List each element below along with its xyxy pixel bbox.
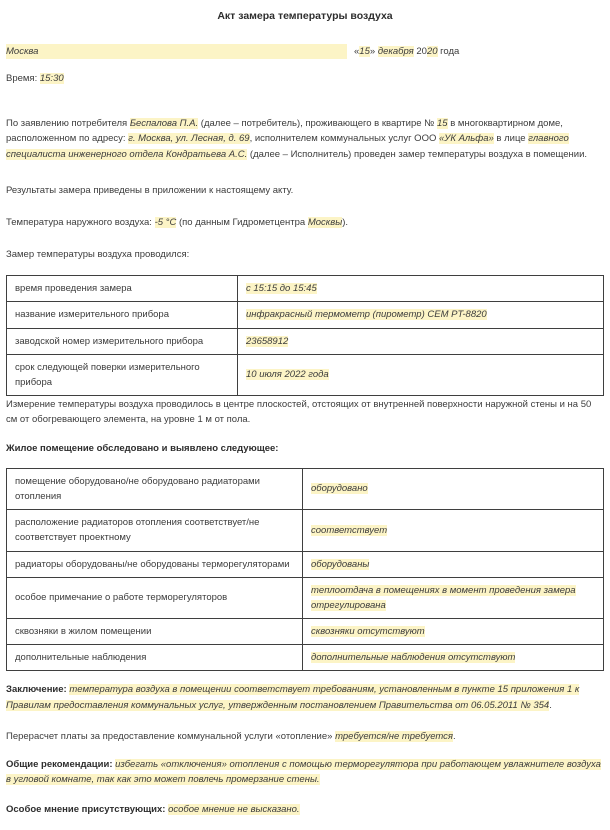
filled-field: соответствует bbox=[311, 524, 388, 536]
row-label: время проведения замера bbox=[7, 276, 238, 302]
opinion-paragraph bbox=[6, 802, 604, 817]
row-value bbox=[303, 468, 604, 509]
static-text: , исполнителем коммунальных услуг ООО bbox=[249, 133, 439, 145]
row-label: расположение радиаторов отопления соответствует/не соответствует проектному bbox=[7, 510, 303, 551]
table-row bbox=[7, 645, 604, 671]
static-text: По заявлению потребителя bbox=[6, 118, 130, 130]
filled-field: оборудовано bbox=[311, 483, 368, 495]
measurement-table bbox=[6, 275, 604, 396]
row-value bbox=[303, 577, 604, 618]
recommendations-paragraph bbox=[6, 757, 604, 787]
filled-field: дополнительные наблюдения отсутствуют bbox=[311, 652, 516, 664]
table-row bbox=[7, 328, 604, 354]
row-label: дополнительные наблюдения bbox=[7, 645, 303, 671]
filled-field: 10 июля 2022 года bbox=[246, 369, 329, 381]
measurement-note: Измерение температуры воздуха проводилось в центре плоскостей, отстоящих от внутренней поверхности наружной стены и на 50 см от обогревающего элемента, на уровне 1 м от пола. bbox=[6, 399, 592, 426]
recommendations-label: Общие рекомендации: bbox=[6, 759, 113, 771]
filled-field: «УК Альфа» bbox=[439, 133, 494, 145]
row-label: название измерительного прибора bbox=[7, 302, 238, 328]
recalculation-paragraph bbox=[6, 729, 604, 744]
time-value: 15:30 bbox=[39, 72, 64, 84]
filled-field: 23658912 bbox=[246, 335, 289, 347]
static-text: (далее – потребитель), проживающего в квартире № bbox=[198, 118, 438, 130]
static-text: » bbox=[369, 45, 378, 57]
conclusion-text bbox=[6, 684, 579, 710]
static-text: « bbox=[354, 45, 360, 57]
row-value bbox=[303, 551, 604, 577]
filled-field: требуется/не требуется bbox=[335, 730, 454, 742]
static-text: . bbox=[453, 730, 456, 742]
table-row bbox=[7, 551, 604, 577]
static-text: Перерасчет платы за предоставление коммунальной услуги «отопление» bbox=[6, 730, 336, 742]
filled-field: 20 bbox=[426, 45, 438, 57]
row-value bbox=[303, 510, 604, 551]
inspection-table bbox=[6, 468, 604, 672]
time-label: Время: bbox=[6, 72, 40, 84]
table-row bbox=[7, 510, 604, 551]
filled-field: избегать «отключения» отопления с помощью терморегулятора при работающем увлажнителе воздуха в угловой комнате, так как это может повлечь промерзание стены. bbox=[6, 759, 601, 786]
intro-paragraph bbox=[6, 116, 604, 162]
filled-field: Москвы bbox=[307, 216, 343, 228]
filled-field: главного специалиста инженерного отдела Кондратьева А.С. bbox=[6, 133, 569, 160]
static-text: (по данным Гидрометцентра bbox=[176, 216, 308, 228]
table-row bbox=[7, 468, 604, 509]
temperature-paragraph bbox=[6, 215, 604, 230]
row-value bbox=[303, 645, 604, 671]
results-paragraph: Результаты замера приведены в приложении к настоящему акту. bbox=[6, 184, 294, 196]
row-value bbox=[238, 328, 604, 354]
table-row bbox=[7, 302, 604, 328]
filled-field: теплоотдача в помещениях в момент проведения замера отрегулирована bbox=[311, 584, 576, 611]
opinion-text bbox=[165, 804, 299, 815]
row-label: радиаторы оборудованы/не оборудованы терморегуляторами bbox=[7, 551, 303, 577]
filled-field: 15 bbox=[359, 45, 370, 57]
row-value bbox=[303, 619, 604, 645]
filled-field: Беспалова П.А. bbox=[129, 118, 199, 130]
city-date-line bbox=[6, 44, 604, 59]
static-text: ). bbox=[342, 216, 349, 228]
city-field: Москва bbox=[6, 44, 347, 59]
static-text: 20 bbox=[413, 45, 427, 57]
row-label: сквозняки в жилом помещении bbox=[7, 619, 303, 645]
row-label: помещение оборудовано/не оборудовано радиаторами отопления bbox=[7, 468, 303, 509]
conclusion-label: Заключение: bbox=[6, 684, 67, 696]
row-label: особое примечание о работе терморегуляторов bbox=[7, 577, 303, 618]
static-text: года bbox=[437, 45, 460, 57]
opinion-label: Особое мнение присутствующих: bbox=[6, 804, 166, 816]
page-title: Акт замера температуры воздуха bbox=[217, 10, 393, 22]
row-value bbox=[238, 354, 604, 395]
static-text: в многоквартирном доме, расположенном по адресу: bbox=[6, 118, 563, 145]
date-field bbox=[354, 46, 459, 57]
conclusion-paragraph bbox=[6, 682, 604, 712]
filled-field: температура воздуха в помещении соответствует требованиям, установленным в пункте 15 приложения 1 к Правилам предоставления коммунальных услуг, утвержденным постановлением Правительства от 06.05.2011 № 354 bbox=[6, 684, 580, 711]
filled-field: 15 bbox=[437, 118, 448, 130]
static-text: Температура наружного воздуха: bbox=[6, 216, 155, 228]
time-line bbox=[6, 71, 604, 86]
filled-field: оборудованы bbox=[311, 558, 370, 570]
filled-field: сквозняки отсутствуют bbox=[311, 626, 425, 638]
filled-field: с 15:15 до 15:45 bbox=[246, 283, 317, 295]
table-row bbox=[7, 276, 604, 302]
static-text: в лице bbox=[493, 133, 529, 145]
table-row bbox=[7, 354, 604, 395]
static-text: (далее – Исполнитель) проведен замер температуры воздуха в помещении. bbox=[247, 148, 588, 160]
row-label: срок следующей поверки измерительного прибора bbox=[7, 354, 238, 395]
filled-field: особое мнение не высказано. bbox=[168, 804, 300, 816]
table-row bbox=[7, 619, 604, 645]
table-row bbox=[7, 577, 604, 618]
filled-field: инфракрасный термометр (пирометр) CEM PT-8820 bbox=[246, 309, 487, 321]
inspection-heading: Жилое помещение обследовано и выявлено следующее: bbox=[6, 442, 279, 454]
row-value bbox=[238, 276, 604, 302]
filled-field: г. Москва, ул. Лесная, д. 69 bbox=[128, 133, 250, 145]
measurement-intro: Замер температуры воздуха проводился: bbox=[6, 249, 190, 261]
row-label: заводской номер измерительного прибора bbox=[7, 328, 238, 354]
filled-field: -5 °C bbox=[154, 216, 177, 228]
static-text: . bbox=[549, 699, 552, 711]
filled-field: декабря bbox=[377, 45, 414, 57]
row-value bbox=[238, 302, 604, 328]
